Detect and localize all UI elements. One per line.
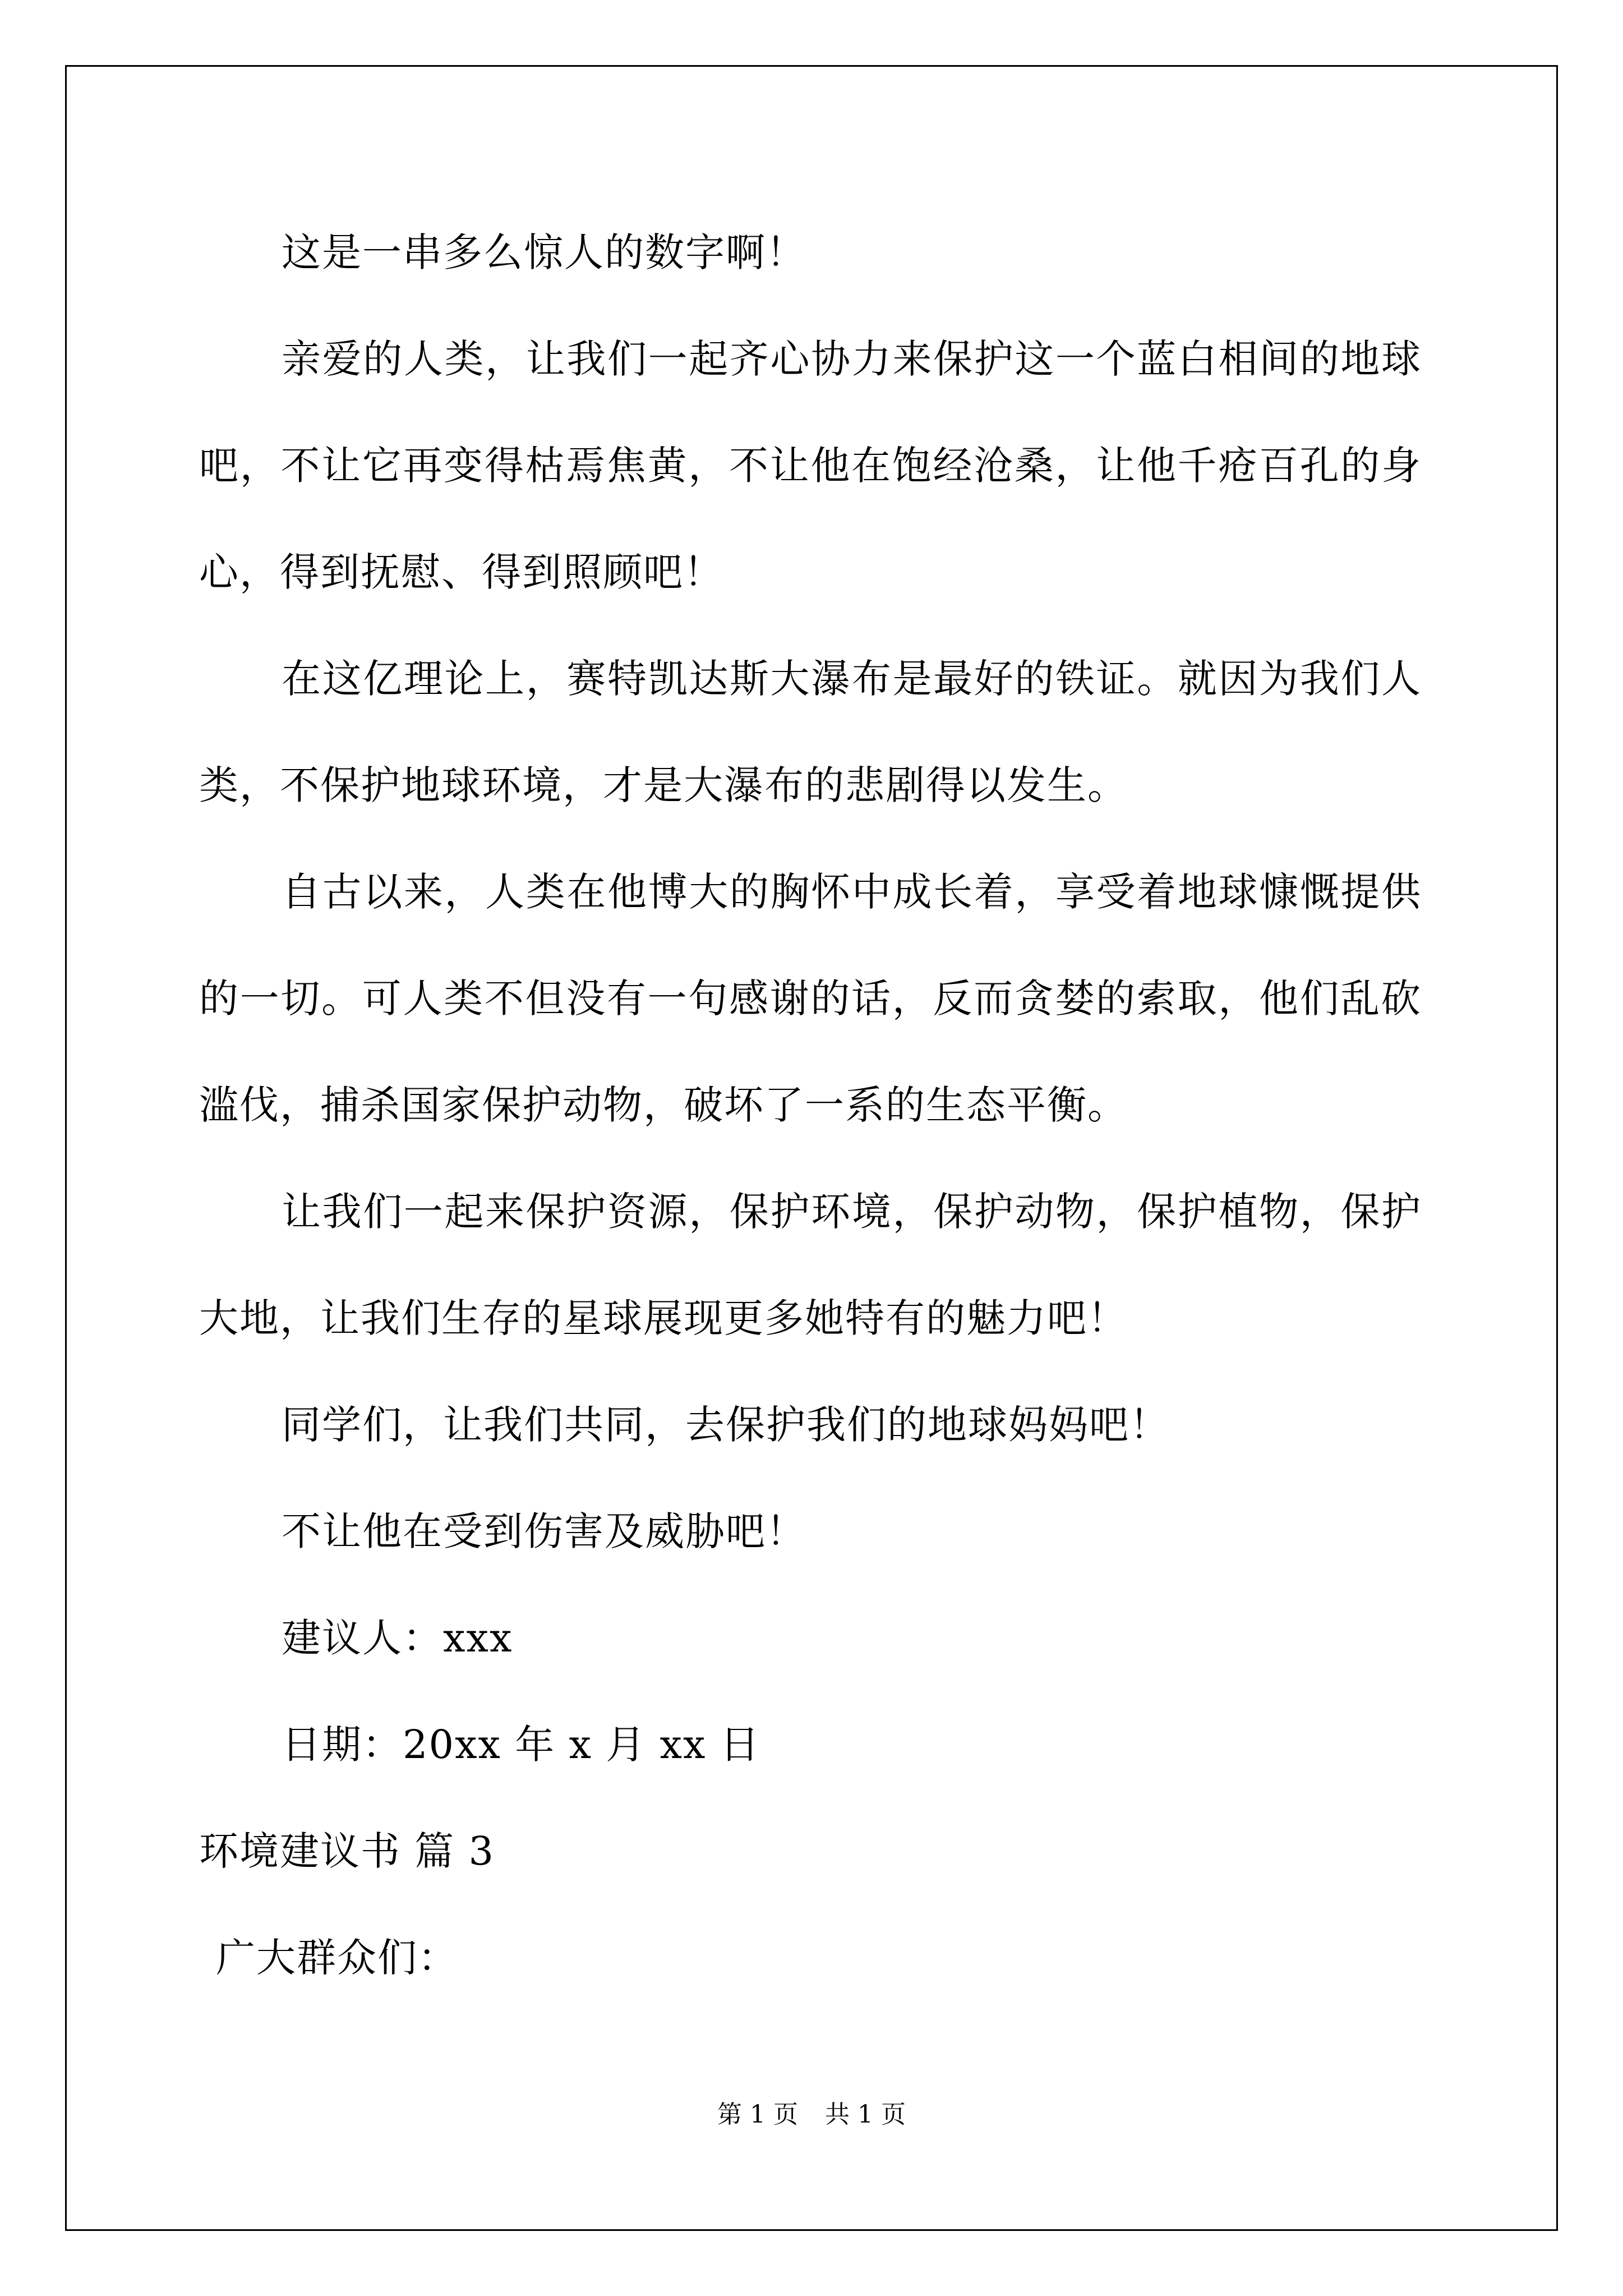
- salutation: 广大群众们：: [216, 1935, 458, 1981]
- page-border: [65, 65, 1558, 2231]
- section-heading: 环境建议书 篇 3: [199, 1828, 495, 1874]
- paragraph-line: 同学们，让我们共同，去保护我们的地球妈妈吧！: [282, 1402, 1170, 1448]
- paragraph-line: 类，不保护地球环境，才是大瀑布的悲剧得以发生。: [199, 762, 1128, 808]
- paragraph-line: 大地，让我们生存的星球展现更多她特有的魅力吧！: [199, 1295, 1128, 1341]
- paragraph-line: 让我们一起来保护资源，保护环境，保护动物，保护植物，保护: [282, 1189, 1422, 1235]
- paragraph-line: 不让他在受到伤害及威胁吧！: [282, 1508, 806, 1554]
- paragraph-line: 这是一串多么惊人的数字啊！: [282, 229, 806, 275]
- paragraph-line: 吧，不让它再变得枯焉焦黄，不让他在饱经沧桑，让他千疮百孔的身: [199, 443, 1422, 489]
- date-line: 日期：20xx 年 x 月 xx 日: [282, 1722, 760, 1768]
- page-footer: [0, 2098, 1623, 2132]
- signer-line: 建议人：xxx: [282, 1615, 513, 1661]
- paragraph-line: 心，得到抚慰、得到照顾吧！: [199, 549, 724, 595]
- paragraph-line: 在这亿理论上，赛特凯达斯大瀑布是最好的铁证。就因为我们人: [282, 656, 1422, 702]
- page-total: 共 1 页: [825, 2100, 906, 2129]
- paragraph-line: 的一切。可人类不但没有一句感谢的话，反而贪婪的索取，他们乱砍: [199, 976, 1422, 1022]
- paragraph-line: 自古以来，人类在他博大的胸怀中成长着，享受着地球慷慨提供: [282, 869, 1422, 915]
- page-number: 第 1 页: [717, 2100, 798, 2129]
- paragraph-line: 亲爱的人类，让我们一起齐心协力来保护这一个蓝白相间的地球: [282, 336, 1422, 382]
- paragraph-line: 滥伐，捕杀国家保护动物，破坏了一系的生态平衡。: [199, 1082, 1128, 1128]
